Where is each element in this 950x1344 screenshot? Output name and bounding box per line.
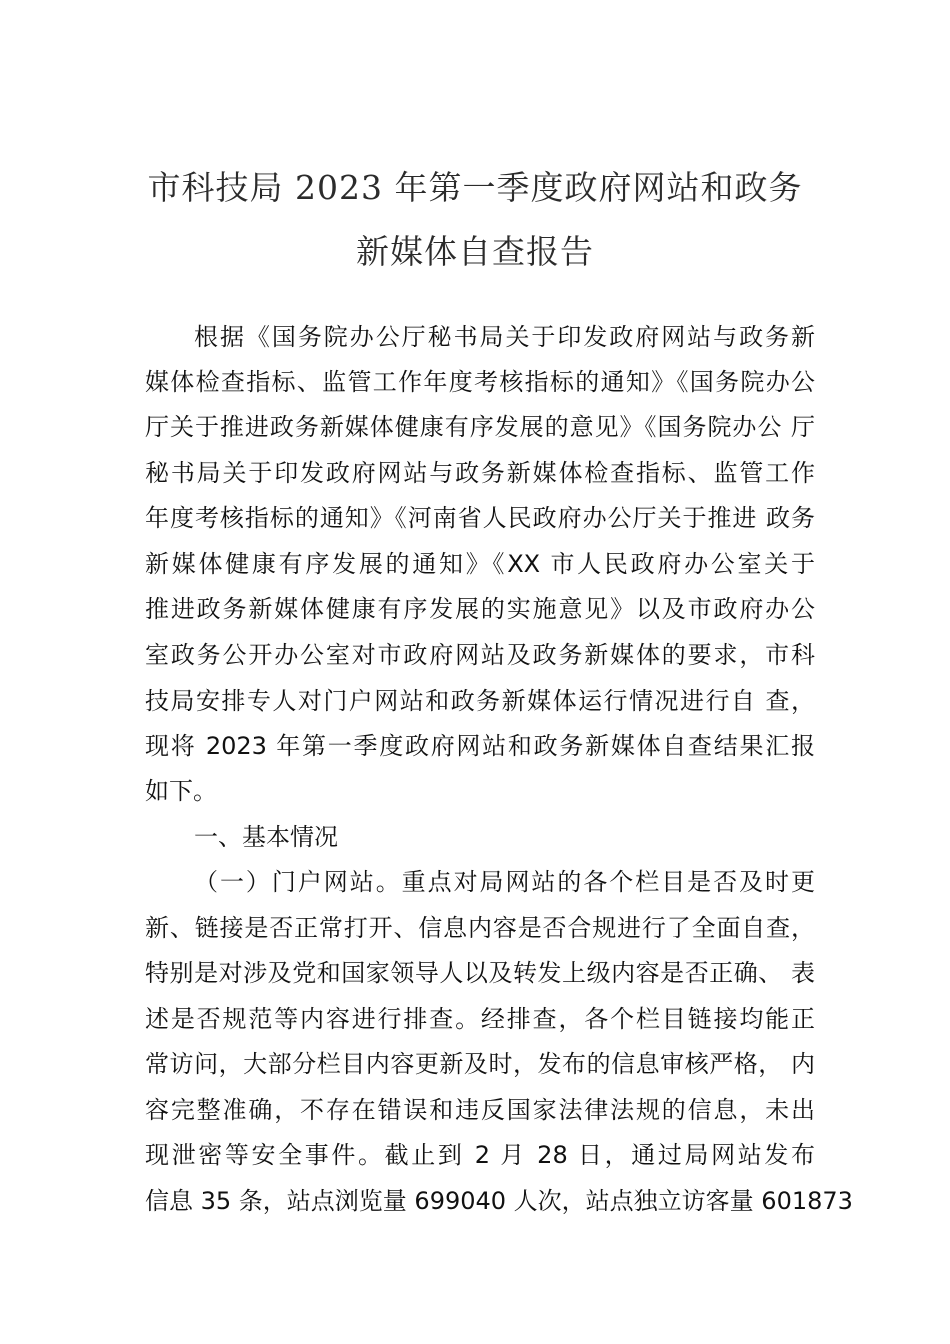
paragraph-line: 根据《国务院办公厅秘书局关于印发政府网站与政务新: [194, 323, 815, 351]
paragraph-line: 现泄密等安全事件。截止到 2 月 28 日，通过局网站发布: [145, 1141, 815, 1169]
paragraph-line: （一）门户网站。重点对局网站的各个栏目是否及时更: [194, 868, 815, 896]
paragraph-line: 技局安排专人对门户网站和政务新媒体运行情况进行自 查，: [145, 687, 815, 715]
paragraph-line: 信息 35 条，站点浏览量 699040 人次，站点独立访客量 601873: [145, 1187, 853, 1215]
paragraph-line: 年度考核指标的通知》《河南省人民政府办公厅关于推进 政务: [145, 504, 815, 532]
paragraph-line: 推进政务新媒体健康有序发展的实施意见》以及市政府办公: [145, 595, 815, 623]
document-title-line-2: 新媒体自查报告: [356, 232, 594, 271]
paragraph-line: 容完整准确，不存在错误和违反国家法律法规的信息，未出: [145, 1096, 815, 1124]
paragraph-line: 室政务公开办公室对市政府网站及政务新媒体的要求，市科: [145, 641, 815, 669]
paragraph-line: 如下。: [145, 777, 217, 805]
paragraph-line: 述是否规范等内容进行排查。经排查，各个栏目链接均能正: [145, 1005, 815, 1033]
section-heading: 一、基本情况: [194, 823, 338, 851]
paragraph-line: 新、链接是否正常打开、信息内容是否合规进行了全面自查，: [145, 914, 815, 942]
document-title-line-1: 市科技局 2023 年第一季度政府网站和政务: [147, 168, 803, 207]
paragraph-line: 媒体检查指标、监管工作年度考核指标的通知》《国务院办公: [145, 368, 815, 396]
paragraph-line: 现将 2023 年第一季度政府网站和政务新媒体自查结果汇报: [145, 732, 815, 760]
paragraph-line: 秘书局关于印发政府网站与政务新媒体检查指标、监管工作: [145, 459, 815, 487]
paragraph-line: 厅关于推进政务新媒体健康有序发展的意见》《国务院办公 厅: [145, 413, 815, 441]
paragraph-line: 常访问，大部分栏目内容更新及时，发布的信息审核严格， 内: [145, 1050, 815, 1078]
paragraph-line: 特别是对涉及党和国家领导人以及转发上级内容是否正确、 表: [145, 959, 815, 987]
paragraph-line: 新媒体健康有序发展的通知》《XX 市人民政府办公室关于: [145, 550, 815, 578]
